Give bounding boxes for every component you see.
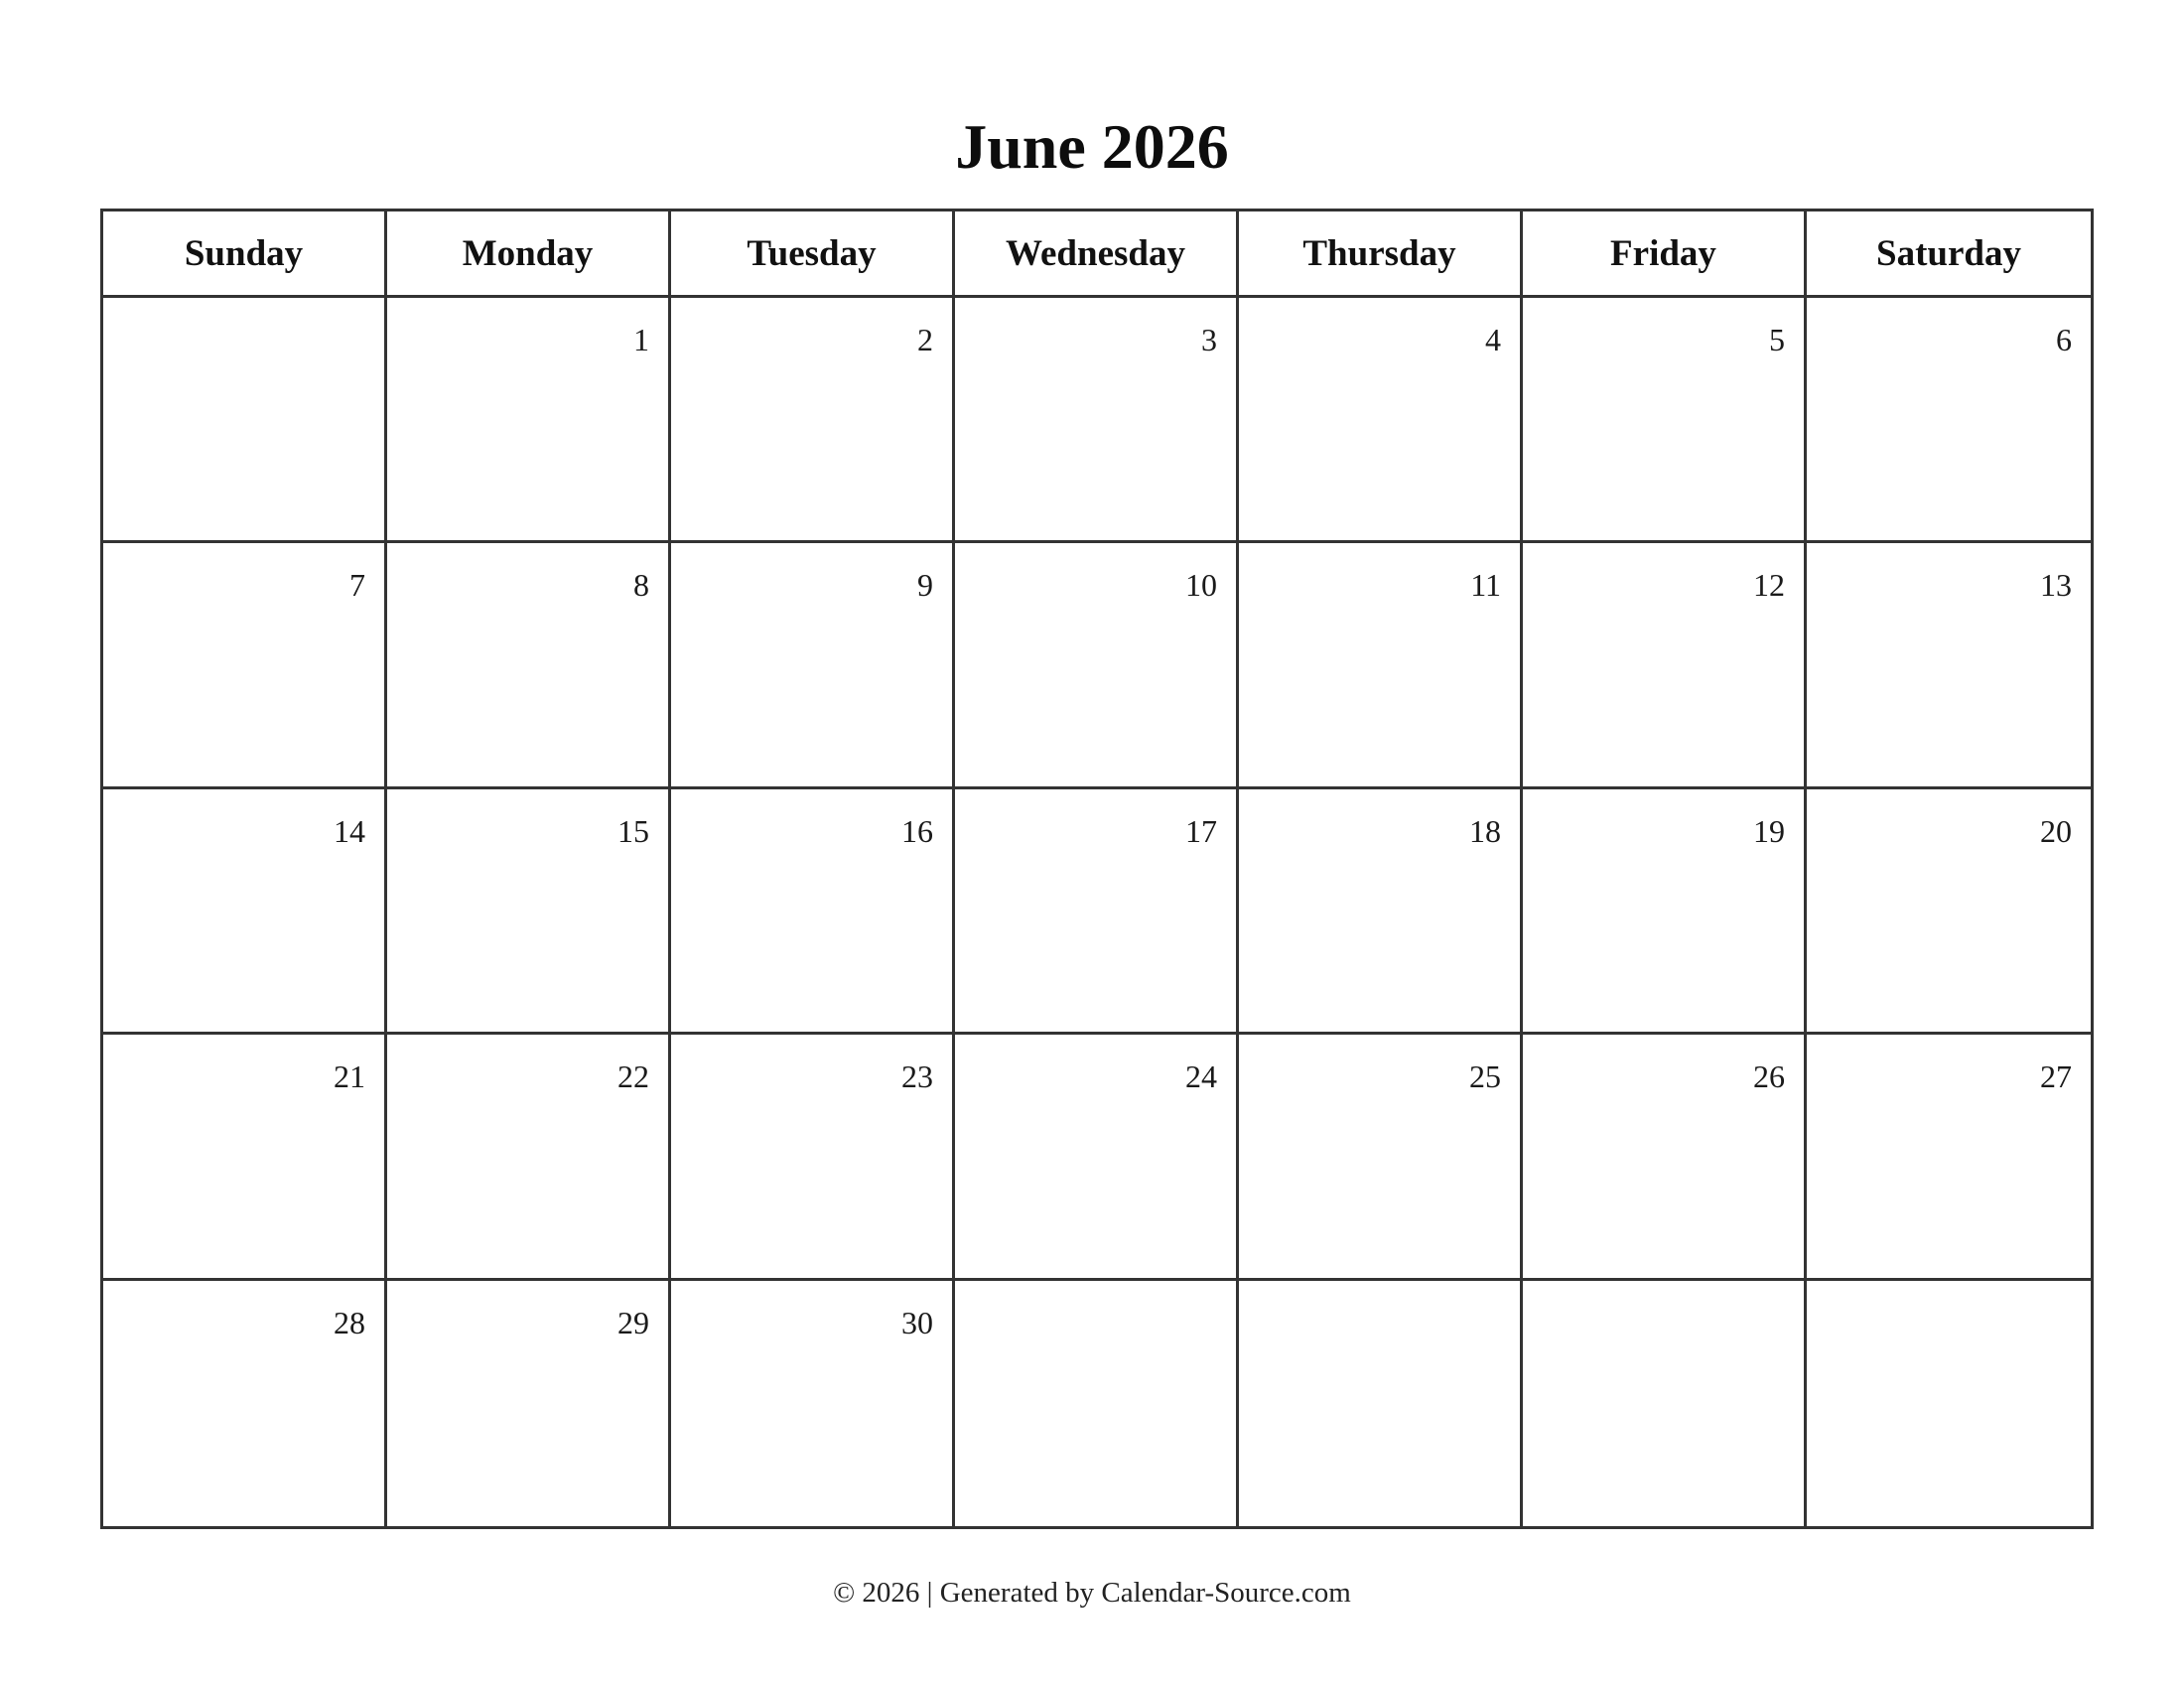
day-cell: [671, 1281, 955, 1526]
day-number: 17: [1185, 812, 1217, 849]
day-cell: [671, 789, 955, 1035]
day-number: 14: [334, 812, 365, 849]
weekday-header-wednesday: Wednesday: [955, 211, 1239, 298]
day-cell: [671, 298, 955, 543]
weekday-header-thursday: Thursday: [1239, 211, 1523, 298]
day-number: 10: [1185, 567, 1217, 604]
day-cell: [671, 543, 955, 788]
day-number: 7: [349, 567, 365, 604]
day-number: 6: [2056, 322, 2072, 357]
weekday-header-friday: Friday: [1523, 211, 1807, 298]
day-cell: [1807, 789, 2091, 1035]
day-cell: [1523, 298, 1807, 543]
day-cell: [1807, 298, 2091, 543]
day-cell: [1239, 1281, 1523, 1526]
day-cell: [1807, 1035, 2091, 1280]
day-cell: [955, 543, 1239, 788]
day-number: 1: [633, 322, 649, 357]
day-cell: [103, 789, 387, 1035]
day-cell: [103, 1281, 387, 1526]
day-cell: [387, 1281, 671, 1526]
day-cell: [1523, 543, 1807, 788]
day-cell: [1807, 543, 2091, 788]
day-number: 8: [633, 567, 649, 604]
day-number: 28: [334, 1304, 365, 1340]
day-cell: [955, 298, 1239, 543]
day-cell: [955, 1281, 1239, 1526]
weekday-header-monday: Monday: [387, 211, 671, 298]
day-number: 4: [1485, 322, 1501, 357]
day-number: 9: [917, 567, 933, 604]
day-cell: [955, 1035, 1239, 1280]
day-cell: [1523, 1281, 1807, 1526]
day-number: 29: [617, 1304, 649, 1340]
day-number: 25: [1469, 1058, 1501, 1095]
day-cell: [1239, 298, 1523, 543]
day-cell: [103, 1035, 387, 1280]
day-number: 24: [1185, 1058, 1217, 1095]
day-number: 15: [617, 812, 649, 849]
day-cell: [1523, 789, 1807, 1035]
day-cell: [387, 298, 671, 543]
day-cell: [387, 789, 671, 1035]
day-number: 18: [1469, 812, 1501, 849]
day-cell: [103, 543, 387, 788]
day-cell: [1807, 1281, 2091, 1526]
day-cell: [1523, 1035, 1807, 1280]
page-title: June 2026: [955, 111, 1229, 182]
day-number: 11: [1470, 567, 1501, 604]
day-number: 2: [917, 322, 933, 357]
day-cell: [103, 298, 387, 543]
day-number: 22: [617, 1058, 649, 1095]
footer-credit: © 2026 | Generated by Calendar-Source.com: [833, 1577, 1351, 1609]
day-cell: [1239, 1035, 1523, 1280]
weekday-header-tuesday: Tuesday: [671, 211, 955, 298]
day-number: 16: [901, 812, 933, 849]
day-number: 26: [1753, 1058, 1785, 1095]
day-cell: [955, 789, 1239, 1035]
weekday-header-saturday: Saturday: [1807, 211, 2091, 298]
weekday-header-sunday: Sunday: [103, 211, 387, 298]
day-number: 27: [2040, 1058, 2072, 1095]
day-number: 13: [2040, 567, 2072, 604]
day-cell: [671, 1035, 955, 1280]
day-number: 21: [334, 1058, 365, 1095]
day-cell: [1239, 543, 1523, 788]
day-cell: [1239, 789, 1523, 1035]
day-number: 30: [901, 1304, 933, 1340]
day-number: 5: [1769, 322, 1785, 357]
day-number: 23: [901, 1058, 933, 1095]
day-number: 20: [2040, 812, 2072, 849]
day-number: 12: [1753, 567, 1785, 604]
calendar-grid: [100, 209, 2094, 1529]
day-number: 19: [1753, 812, 1785, 849]
day-cell: [387, 1035, 671, 1280]
day-cell: [387, 543, 671, 788]
day-number: 3: [1201, 322, 1217, 357]
